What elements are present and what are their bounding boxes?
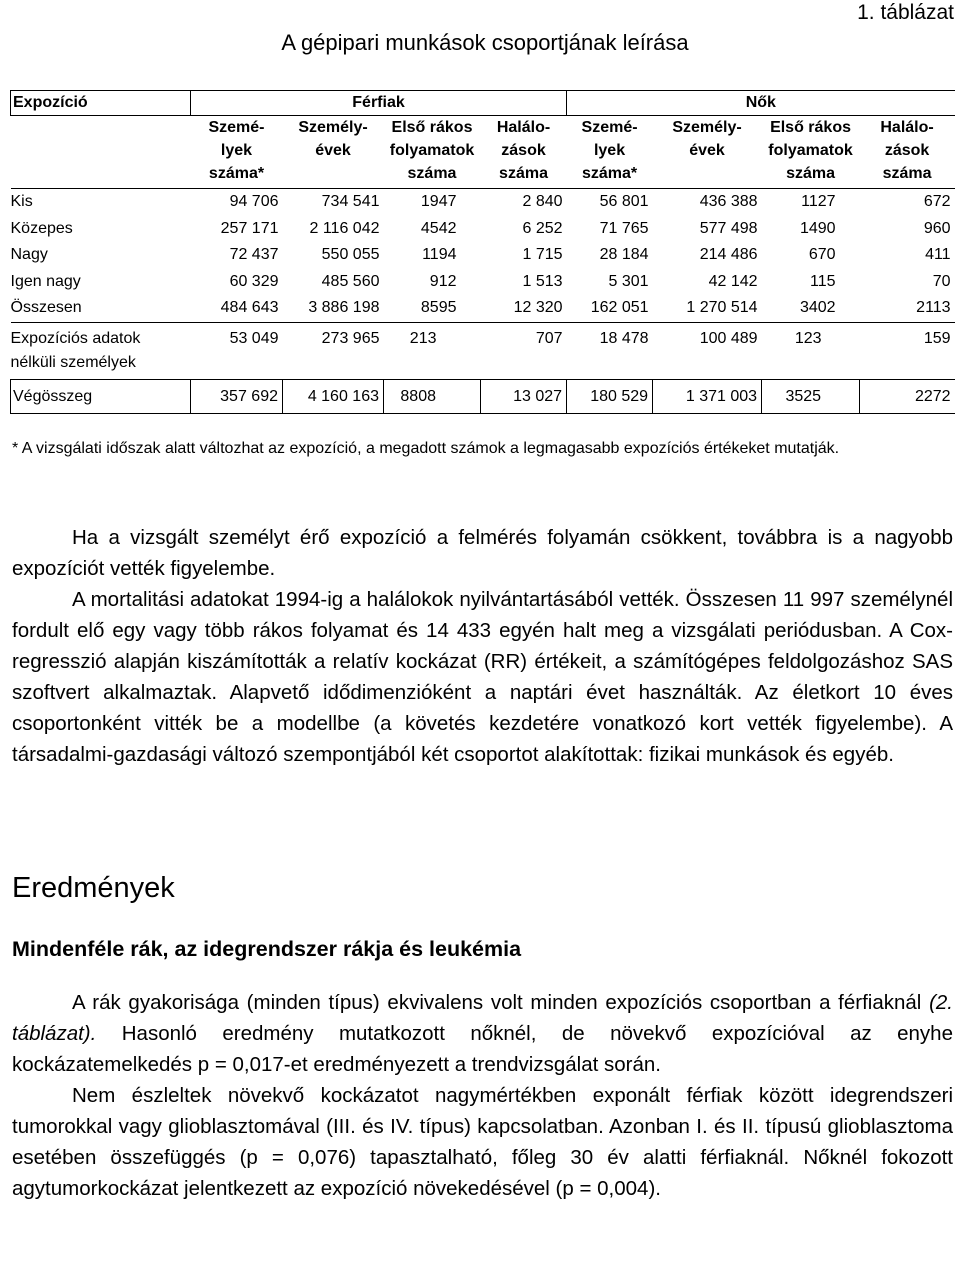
table-row: Nagy 72 437 550 055 1194 1 715 28 184 214 486 670 411: [10, 246, 951, 263]
section-heading: Eredmények: [12, 872, 175, 904]
table-row-no-exposure: Expozíciós adatok nélküli személyek 53 049 273 965 213 707 18 478 100 489 123 159: [11, 322, 955, 379]
paragraph: A rák gyakorisága (minden típus) ekvivalens volt minden expozíciós csoportban a férfiaknál (2. táblázat). Hasonló eredmény mutatkozott nőknél, de növekvő expozícióval az enyhe kockázatemelkedés p = 0,017-et eredményezett a trendvizsgálat során.: [12, 991, 953, 1076]
table-row: Kis 94 706 734 541 1947 2 840 56 801 436 388 1127 672: [10, 193, 951, 210]
table-title: A gépipari munkások csoportjának leírása: [281, 30, 689, 55]
exposure-table: [10, 90, 955, 414]
col-header-ferfi-szemelyevek: Személy- évek: [283, 116, 384, 189]
paragraph: Nem észleltek növekvő kockázatot nagymértékben exponált férfiak között idegrendszeri tumorokkal vagy glioblasztomával (III. és IV. típus) kapcsolatban. Azonban I. és II. típusú glioblasztoma esetében összefüggés (p = 0,076) tapasztalható, főleg 30 év alatti férfiaknál. Nőknél fokozott agytumorkockázat jelentkezett az expozíció növekedésével (p = 0,004).: [12, 1084, 953, 1200]
table-row: Közepes 257 171 2 116 042 4542 6 252 71 765 577 498 1490 960: [10, 219, 951, 237]
table-column-header: [11, 116, 955, 189]
header-ferfiak: Férfiak: [191, 91, 567, 116]
table-row: Igen nagy 60 329 485 560 912 1 513 5 301 42 142 115 70: [10, 272, 951, 290]
col-header-no-halalozasok: Halálo- zások száma: [860, 116, 955, 189]
col-header-no-rakos: Első rákos folyamatok száma: [762, 116, 860, 189]
table-group-header: [11, 91, 955, 116]
table-row-total: Összesen 484 643 3 886 198 8595 12 320 162 051 1 270 514 3402 2113: [11, 295, 955, 322]
table-row-grand-total: Végösszeg 357 692 4 160 163 8808 13 027 180 529 1 371 003 3525 2272: [11, 379, 955, 413]
table-reference: (2. táblázat).: [12, 991, 953, 1045]
methods-text: [12, 522, 953, 770]
col-header-no-szemelyek: Szemé- lyek száma*: [567, 116, 653, 189]
paragraph: A mortalitási adatokat 1994-ig a halálokok nyilvántartásából vették. Összesen 11 997 személynél fordult elő egy vagy több rákos folyamat és 14 433 egyén halt meg a vizsgálati periódusban. A Cox-regresszió alapján kiszámították a relatív kockázat (RR) értékeit, a számítógépes feldolgozáshoz SAS szoftvert alkalmaztak. Alapvető idődimenzióként a naptári évet használták. Az életkort 10 éves csoportonként vitték be a modellbe (a követés kezdetére vonatkozó kort vették figyelembe). A társadalmi-gazdasági változó szempontjából két csoportot alakítottak: fizikai munkások és egyéb.: [12, 588, 953, 766]
table-number: 1. táblázat: [857, 1, 954, 24]
table-footnote: * A vizsgálati időszak alatt változhat az expozíció, a megadott számok a legmagasabb expozíciós értékeket mutatják.: [12, 440, 840, 457]
paragraph: Ha a vizsgált személyt érő expozíció a felmérés folyamán csökkent, továbbra is a nagyobb expozíciót vették figyelembe.: [12, 526, 953, 580]
header-nok: Nők: [567, 91, 955, 116]
results-text: [12, 987, 953, 1204]
col-header-ferfi-rakos: Első rákos folyamatok száma: [384, 116, 481, 189]
col-header-ferfi-halalozasok: Halálo- zások száma: [481, 116, 567, 189]
header-expozicio: Expozíció: [11, 91, 191, 116]
col-header-no-szemelyevek: Személy- évek: [653, 116, 762, 189]
subsection-heading: Mindenféle rák, az idegrendszer rákja és leukémia: [12, 937, 522, 961]
header-empty: [11, 116, 191, 189]
col-header-ferfi-szemelyek: Szemé- lyek száma*: [191, 116, 283, 189]
